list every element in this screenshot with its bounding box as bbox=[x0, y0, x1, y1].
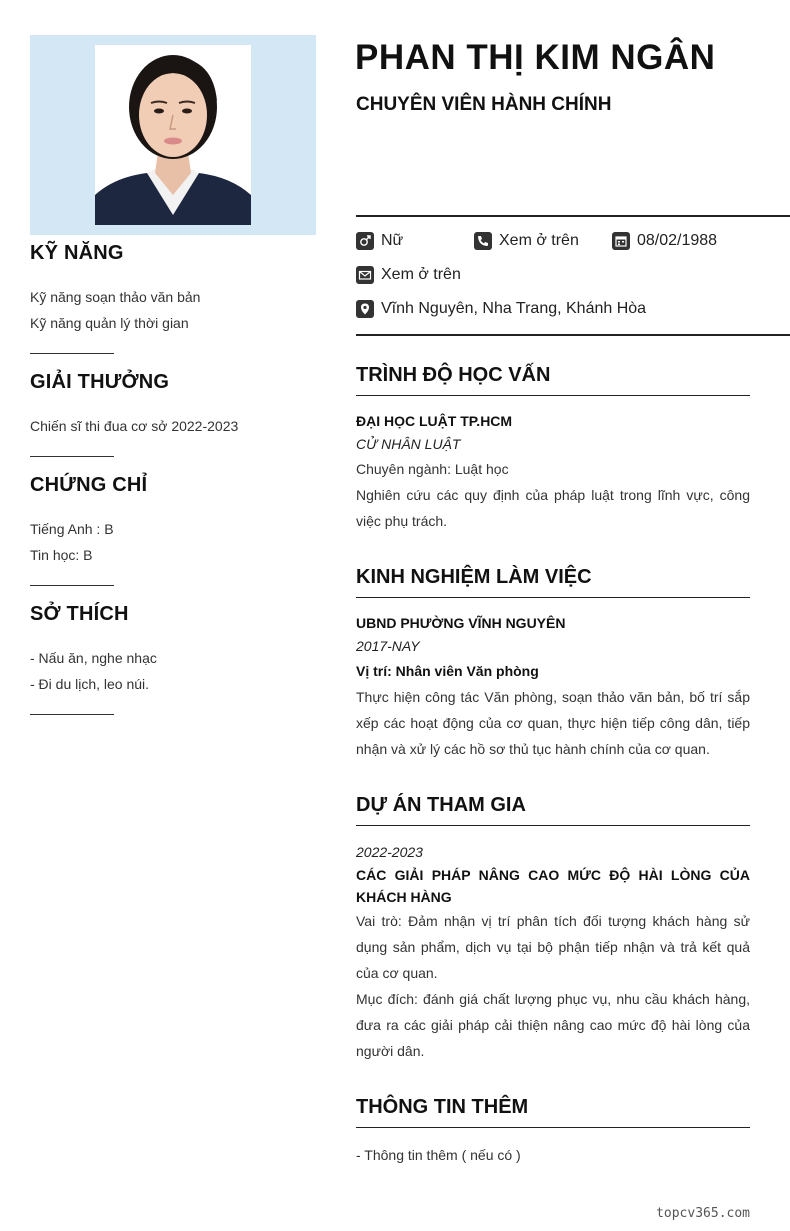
education-description: Nghiên cứu các quy định của pháp luật trong lĩnh vực, công việc phụ trách. bbox=[356, 487, 750, 529]
skills-section bbox=[30, 240, 316, 354]
company-name: UBND PHƯỜNG VĨNH NGUYÊN bbox=[356, 615, 566, 631]
footer-watermark: topcv365.com bbox=[656, 1206, 750, 1221]
skill-item: Kỹ năng quản lý thời gian bbox=[30, 315, 189, 331]
more-info-section bbox=[356, 1092, 750, 1168]
awards-section bbox=[30, 369, 316, 457]
award-item: Chiến sĩ thi đua cơ sở 2022-2023 bbox=[30, 418, 239, 434]
address-field bbox=[356, 298, 646, 320]
right-column bbox=[356, 360, 750, 1168]
experience-description: Thực hiện công tác Văn phòng, soạn thảo văn bản, bố trí sắp xếp các hoạt động của cơ quan, thực hiện tiếp công dân, tiếp nhận và xử lý các hồ sơ thủ tục hành chính của cơ quan. bbox=[356, 689, 750, 757]
skills-title: KỸ NĂNG bbox=[30, 242, 124, 264]
more-info-text: - Thông tin thêm ( nếu có ) bbox=[356, 1147, 521, 1163]
hobbies-section bbox=[30, 601, 316, 715]
phone-field bbox=[474, 230, 579, 252]
email-icon bbox=[356, 266, 374, 284]
hobby-item: - Đi du lịch, leo núi. bbox=[30, 676, 150, 692]
gender-icon bbox=[356, 232, 374, 250]
section-divider bbox=[30, 456, 114, 457]
project-role: Vai trò: Đảm nhận vị trí phân tích đối tượng khách hàng sử dụng sản phẩm, dịch vụ tại bộ phận tiếp nhận và trả kết quả của cơ quan. bbox=[356, 913, 750, 981]
contact-row bbox=[356, 230, 790, 252]
experience-title: KINH NGHIỆM LÀM VIỆC bbox=[356, 562, 750, 598]
email-value: Xem ở trên bbox=[381, 266, 461, 283]
section-divider bbox=[30, 353, 114, 354]
degree: CỬ NHÂN LUẬT bbox=[356, 436, 461, 452]
awards-title: GIẢI THƯỞNG bbox=[30, 371, 170, 393]
project-purpose: Mục đích: đánh giá chất lượng phục vụ, nhu cầu khách hàng, đưa ra các giải pháp cải thiện nâng cao mức độ hài lòng của người dân. bbox=[356, 991, 750, 1059]
school-name: ĐẠI HỌC LUẬT TP.HCM bbox=[356, 413, 513, 429]
projects-title: DỰ ÁN THAM GIA bbox=[356, 790, 750, 826]
certificates-section bbox=[30, 472, 316, 586]
experience-section bbox=[356, 562, 750, 762]
education-section bbox=[356, 360, 750, 534]
project-period: 2022-2023 bbox=[356, 844, 423, 860]
certificate-item: Tin học: B bbox=[30, 547, 93, 563]
phone-value: Xem ở trên bbox=[499, 232, 579, 249]
experience-position: Vị trí: Nhân viên Văn phòng bbox=[356, 663, 539, 679]
certificate-item: Tiếng Anh : B bbox=[30, 521, 114, 537]
left-column bbox=[30, 240, 316, 730]
education-title: TRÌNH ĐỘ HỌC VẤN bbox=[356, 360, 750, 396]
location-icon bbox=[356, 300, 374, 318]
hobbies-title: SỞ THÍCH bbox=[30, 603, 129, 625]
project-name: CÁC GIẢI PHÁP NÂNG CAO MỨC ĐỘ HÀI LÒNG CỦA KHÁCH HÀNG bbox=[356, 867, 750, 905]
skill-item: Kỹ năng soạn thảo văn bản bbox=[30, 289, 201, 305]
gender-field bbox=[356, 230, 403, 252]
major: Chuyên ngành: Luật học bbox=[356, 461, 509, 477]
email-field bbox=[356, 264, 461, 286]
experience-period: 2017-NAY bbox=[356, 638, 420, 654]
contact-info bbox=[356, 215, 790, 336]
projects-section bbox=[356, 790, 750, 1064]
section-divider bbox=[30, 585, 114, 586]
hobby-item: - Nấu ăn, nghe nhạc bbox=[30, 650, 157, 666]
photo-frame bbox=[30, 35, 316, 235]
certificates-title: CHỨNG CHỈ bbox=[30, 474, 148, 496]
candidate-name: PHAN THỊ KIM NGÂN bbox=[355, 38, 716, 77]
calendar-icon bbox=[612, 232, 630, 250]
birthday-value: 08/02/1988 bbox=[637, 232, 718, 249]
job-title: CHUYÊN VIÊN HÀNH CHÍNH bbox=[356, 94, 612, 115]
phone-icon bbox=[474, 232, 492, 250]
address-value: Vĩnh Nguyên, Nha Trang, Khánh Hòa bbox=[381, 300, 647, 317]
birthday-field bbox=[612, 230, 717, 252]
gender-value: Nữ bbox=[381, 232, 404, 249]
section-divider bbox=[30, 714, 114, 715]
profile-photo bbox=[95, 45, 251, 225]
more-info-title: THÔNG TIN THÊM bbox=[356, 1092, 750, 1128]
